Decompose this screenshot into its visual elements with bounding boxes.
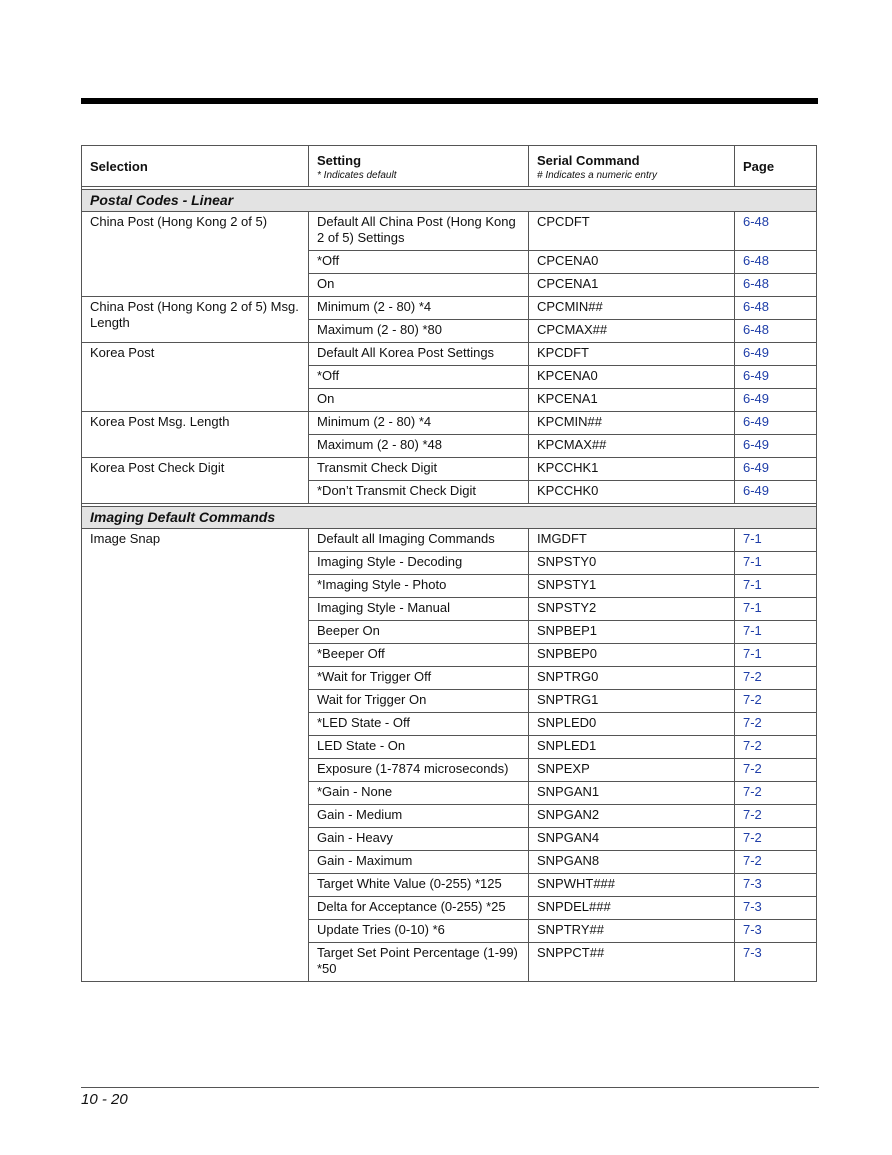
- setting-cell: Maximum (2 - 80) *80: [309, 320, 529, 343]
- table-row: [82, 343, 817, 366]
- serial-command-cell: CPCMIN##: [529, 297, 735, 320]
- setting-cell: Maximum (2 - 80) *48: [309, 435, 529, 458]
- page-reference-link[interactable]: 7-2: [735, 759, 817, 782]
- serial-command-cell: SNPWHT###: [529, 874, 735, 897]
- setting-cell: On: [309, 274, 529, 297]
- page-reference-link[interactable]: 7-3: [735, 874, 817, 897]
- section-header-row: [82, 507, 817, 529]
- page-number: 10 - 20: [81, 1091, 128, 1108]
- selection-cell: Korea Post Check Digit: [82, 458, 309, 504]
- page-reference-link[interactable]: 7-2: [735, 690, 817, 713]
- serial-command-cell: SNPSTY0: [529, 552, 735, 575]
- page-reference-link[interactable]: 6-48: [735, 212, 817, 251]
- page-reference-link[interactable]: 7-2: [735, 736, 817, 759]
- setting-cell: Gain - Maximum: [309, 851, 529, 874]
- setting-cell: Default All China Post (Hong Kong 2 of 5) Settings: [309, 212, 529, 251]
- serial-command-cell: KPCDFT: [529, 343, 735, 366]
- serial-command-cell: SNPSTY2: [529, 598, 735, 621]
- page-reference-link[interactable]: 6-48: [735, 297, 817, 320]
- page-reference-link[interactable]: 6-48: [735, 274, 817, 297]
- setting-cell: *Gain - None: [309, 782, 529, 805]
- serial-command-cell: CPCMAX##: [529, 320, 735, 343]
- setting-cell: Target White Value (0-255) *125: [309, 874, 529, 897]
- table-row: [82, 212, 817, 251]
- setting-cell: Beeper On: [309, 621, 529, 644]
- setting-cell: *Beeper Off: [309, 644, 529, 667]
- setting-cell: Imaging Style - Decoding: [309, 552, 529, 575]
- page-reference-link[interactable]: 7-1: [735, 598, 817, 621]
- page-reference-link[interactable]: 7-1: [735, 575, 817, 598]
- section-header-row: [82, 190, 817, 212]
- page-reference-link[interactable]: 6-49: [735, 458, 817, 481]
- header-setting: Setting * Indicates default: [309, 146, 529, 187]
- section-title: Imaging Default Commands: [82, 507, 817, 529]
- selection-cell: Image Snap: [82, 529, 309, 982]
- serial-command-cell: CPCDFT: [529, 212, 735, 251]
- setting-cell: *Off: [309, 366, 529, 389]
- serial-command-cell: SNPGAN4: [529, 828, 735, 851]
- setting-cell: Minimum (2 - 80) *4: [309, 412, 529, 435]
- table-header-row: [82, 146, 817, 187]
- header-rule: [81, 98, 818, 104]
- serial-command-cell: KPCMAX##: [529, 435, 735, 458]
- page-reference-link[interactable]: 7-2: [735, 713, 817, 736]
- page-reference-link[interactable]: 7-2: [735, 805, 817, 828]
- setting-cell: Wait for Trigger On: [309, 690, 529, 713]
- serial-command-cell: SNPLED0: [529, 713, 735, 736]
- serial-command-cell: SNPEXP: [529, 759, 735, 782]
- serial-command-cell: KPCCHK1: [529, 458, 735, 481]
- selection-cell: Korea Post: [82, 343, 309, 412]
- setting-cell: Default all Imaging Commands: [309, 529, 529, 552]
- table-row: [82, 297, 817, 320]
- setting-cell: Minimum (2 - 80) *4: [309, 297, 529, 320]
- table-body: [82, 187, 817, 982]
- page-reference-link[interactable]: 7-2: [735, 782, 817, 805]
- setting-cell: *LED State - Off: [309, 713, 529, 736]
- setting-cell: *Imaging Style - Photo: [309, 575, 529, 598]
- selection-cell: China Post (Hong Kong 2 of 5) Msg. Length: [82, 297, 309, 343]
- page-reference-link[interactable]: 7-3: [735, 920, 817, 943]
- serial-command-cell: SNPPCT##: [529, 943, 735, 982]
- header-page: Page: [735, 146, 817, 187]
- page-reference-link[interactable]: 7-2: [735, 828, 817, 851]
- serial-command-cell: IMGDFT: [529, 529, 735, 552]
- serial-command-cell: SNPGAN2: [529, 805, 735, 828]
- serial-command-cell: KPCCHK0: [529, 481, 735, 504]
- command-table: [81, 145, 817, 982]
- footer-rule: [81, 1087, 819, 1088]
- setting-cell: Imaging Style - Manual: [309, 598, 529, 621]
- page-reference-link[interactable]: 7-1: [735, 529, 817, 552]
- page-reference-link[interactable]: 7-3: [735, 897, 817, 920]
- setting-cell: Delta for Acceptance (0-255) *25: [309, 897, 529, 920]
- serial-command-cell: SNPBEP0: [529, 644, 735, 667]
- setting-cell: Gain - Medium: [309, 805, 529, 828]
- page-reference-link[interactable]: 6-49: [735, 435, 817, 458]
- serial-command-cell: SNPBEP1: [529, 621, 735, 644]
- serial-command-cell: CPCENA1: [529, 274, 735, 297]
- header-serial-command: Serial Command # Indicates a numeric entry: [529, 146, 735, 187]
- setting-cell: Transmit Check Digit: [309, 458, 529, 481]
- setting-cell: *Don’t Transmit Check Digit: [309, 481, 529, 504]
- page-reference-link[interactable]: 7-1: [735, 644, 817, 667]
- header-setting-note: * Indicates default: [317, 169, 397, 181]
- page-reference-link[interactable]: 6-49: [735, 366, 817, 389]
- serial-command-cell: SNPGAN8: [529, 851, 735, 874]
- table-row: [82, 458, 817, 481]
- serial-command-cell: SNPSTY1: [529, 575, 735, 598]
- selection-cell: China Post (Hong Kong 2 of 5): [82, 212, 309, 297]
- page-reference-link[interactable]: 6-49: [735, 389, 817, 412]
- serial-command-cell: SNPLED1: [529, 736, 735, 759]
- page-reference-link[interactable]: 6-48: [735, 251, 817, 274]
- page-reference-link[interactable]: 7-1: [735, 552, 817, 575]
- setting-cell: Target Set Point Percentage (1-99) *50: [309, 943, 529, 982]
- page-reference-link[interactable]: 7-2: [735, 667, 817, 690]
- serial-command-cell: SNPDEL###: [529, 897, 735, 920]
- page-reference-link[interactable]: 6-49: [735, 343, 817, 366]
- table-row: [82, 529, 817, 552]
- setting-cell: Default All Korea Post Settings: [309, 343, 529, 366]
- serial-command-cell: SNPGAN1: [529, 782, 735, 805]
- table-row: [82, 412, 817, 435]
- section-title: Postal Codes - Linear: [82, 190, 817, 212]
- serial-command-cell: SNPTRY##: [529, 920, 735, 943]
- header-selection: Selection: [82, 146, 309, 187]
- setting-cell: *Wait for Trigger Off: [309, 667, 529, 690]
- setting-cell: Gain - Heavy: [309, 828, 529, 851]
- page-reference-link[interactable]: 6-48: [735, 320, 817, 343]
- header-serial-note: # Indicates a numeric entry: [537, 169, 658, 181]
- selection-cell: Korea Post Msg. Length: [82, 412, 309, 458]
- serial-command-cell: KPCMIN##: [529, 412, 735, 435]
- serial-command-cell: SNPTRG0: [529, 667, 735, 690]
- setting-cell: On: [309, 389, 529, 412]
- setting-cell: LED State - On: [309, 736, 529, 759]
- page-reference-link[interactable]: 7-3: [735, 943, 817, 982]
- page-reference-link[interactable]: 6-49: [735, 412, 817, 435]
- serial-command-cell: CPCENA0: [529, 251, 735, 274]
- page-reference-link[interactable]: 7-1: [735, 621, 817, 644]
- page-reference-link[interactable]: 6-49: [735, 481, 817, 504]
- serial-command-cell: SNPTRG1: [529, 690, 735, 713]
- serial-command-cell: KPCENA0: [529, 366, 735, 389]
- page-reference-link[interactable]: 7-2: [735, 851, 817, 874]
- setting-cell: Update Tries (0-10) *6: [309, 920, 529, 943]
- setting-cell: *Off: [309, 251, 529, 274]
- serial-command-cell: KPCENA1: [529, 389, 735, 412]
- setting-cell: Exposure (1-7874 microseconds): [309, 759, 529, 782]
